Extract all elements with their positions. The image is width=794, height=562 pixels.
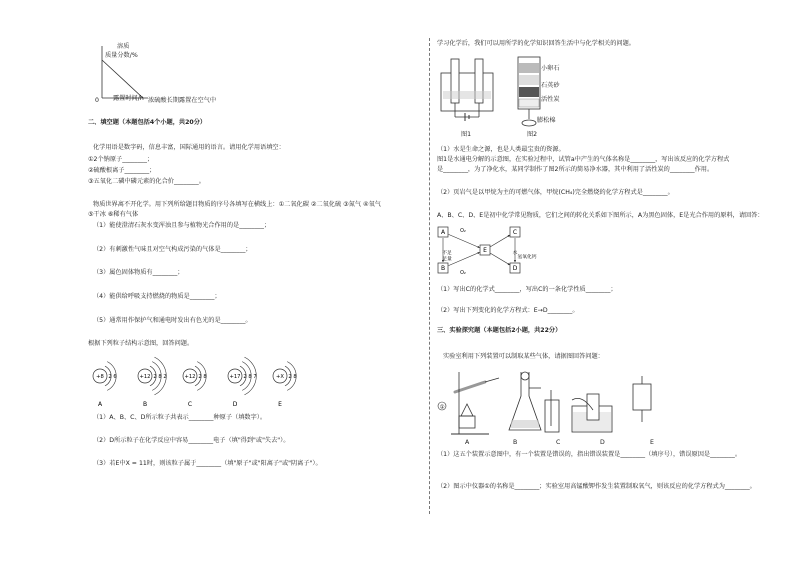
fig1-caption: 图1 xyxy=(461,131,472,138)
node-label: E xyxy=(483,247,487,255)
q3-item-2: （2）D所示粒子在化学反应中容易________电子（填"得到"或"失去"）。 xyxy=(93,437,290,444)
graph-caption: 浓硫酸长期露置在空气中 xyxy=(148,97,217,104)
nucleus-label: +12 xyxy=(184,374,196,380)
filter-label-carbon: 活性炭 xyxy=(541,96,560,103)
q2-item-4: （4）能供给呼吸支持燃烧的物质是________； xyxy=(93,293,221,300)
atom-b xyxy=(138,357,167,408)
q2-item-1: （1）能使澄清石灰水变浑浊且参与植物光合作用的是________； xyxy=(93,222,271,229)
edge-label: 不足 xyxy=(442,251,452,256)
q5-item-1: （1）写出C的化学式________，写出C的一条化学性质________； xyxy=(437,286,617,293)
apparatus-label-d: D xyxy=(600,439,605,446)
edge-label: O₂ xyxy=(460,229,466,234)
atom-letter: D xyxy=(232,401,238,408)
atom-diagrams xyxy=(88,356,328,412)
q2-item-2: （2）有刺激性气味且对空气构成污染的气体是________； xyxy=(93,246,252,253)
shell-electron-count: 2 xyxy=(153,374,157,380)
node-label: C xyxy=(512,229,518,237)
apparatus-label-c: C xyxy=(556,439,561,446)
shell-electron-count: 2 xyxy=(243,374,247,380)
nucleus-label: +8 xyxy=(96,374,104,380)
shell-electron-count: 2 xyxy=(288,374,292,380)
shell-electron-count: 8 xyxy=(203,374,207,380)
edge-BE xyxy=(449,252,480,265)
right-intro: 学习化学后，我们可以用所学的化学知识回答生活中与化学相关的问题。 xyxy=(437,40,635,47)
node-label: A xyxy=(440,229,446,237)
apparatus-label-a: A xyxy=(465,439,470,446)
shell-electron-count: 2 xyxy=(198,374,202,380)
q3-item-3: （3）若E中X = 11时，则该粒子属于________（填"原子"或"阳离子"或"阴离子"）。 xyxy=(93,460,322,467)
edge-AE xyxy=(449,234,480,247)
atom-a xyxy=(93,362,117,408)
shell-electron-count: 8 xyxy=(248,374,252,380)
shell-electron-count: 8 xyxy=(293,374,297,380)
q4-item-1b: 图1是水通电分解的示意图，在实验过程中，试管a中产生的气体名称是________，写出该反应的化学方程式 xyxy=(437,156,730,163)
apparatus-label-e: E xyxy=(650,439,654,446)
q1-item-2: ②硫酸根离子________； xyxy=(88,167,156,174)
atom-letter: E xyxy=(278,401,282,408)
nucleus-label: +17 xyxy=(229,374,241,380)
atom-letter: B xyxy=(142,401,148,408)
nucleus-label: +X xyxy=(276,374,284,380)
shell-electron-count: 2 xyxy=(163,374,167,380)
q2-stem-line2: ⑤干冰 ⑥稀有气体 xyxy=(88,211,139,218)
q4-item-2: （2）页岩气是以甲烷为主的可燃气体，甲烷(CH₄)完全燃烧的化学方程式是________。 xyxy=(437,189,674,196)
q3-stem: 根据下列粒子结构示意图，回答问题。 xyxy=(88,340,194,347)
node-label: D xyxy=(512,265,518,273)
edge-label: O₂ xyxy=(460,271,466,276)
lab-apparatus xyxy=(437,364,667,444)
q6-item-2: （2）图示中仪器①的名称是________；实验室用高锰酸钾作发生装置制取氧气，则该反应的化学方程式为________。 xyxy=(437,483,756,490)
graph-ylabel: 溶质 xyxy=(117,43,130,50)
nucleus-label: +12 xyxy=(139,374,151,380)
graph-ylabel-2: 质量分数/% xyxy=(105,52,138,59)
apparatus-label-b: B xyxy=(513,439,518,446)
atom-letter: C xyxy=(187,401,193,408)
graph-origin: 0 xyxy=(95,97,99,104)
edge-label: 氢氧化钙 xyxy=(517,255,537,260)
section-3-title: 三、实验探究题（本题包括2小题，共22分） xyxy=(437,327,562,334)
q6-item-1: （1）这五个装置示意图中，有一个装置是错误的，指出错误装置是________（填序号），错误原因是________。 xyxy=(437,451,742,458)
q4-item-1c: 是________，为了净化水，某同学制作了图2所示的简易净水器，其中利用了活性炭的________作用。 xyxy=(437,166,714,173)
fig2-caption: 图2 xyxy=(527,131,538,138)
q2-item-5: （5）通常用作保护气和通电时发出有色光的是________。 xyxy=(93,317,252,324)
instrument-1-mark: ① xyxy=(439,404,445,411)
shell-electron-count: 7 xyxy=(253,374,257,380)
edge-label: 水 xyxy=(512,251,518,256)
q2-item-3: （3）属色固体物质有________； xyxy=(93,269,184,276)
q2-stem-line1: 物质世界离不开化学。用下列所给题目物质的序号各填写在横线上：①二氧化碳 ②二氧化硫 ③氮气 ④氧气 xyxy=(93,201,381,208)
atom-e xyxy=(273,362,297,408)
graph-xlabel: 露置时间/h xyxy=(113,95,144,102)
q1-item-3: ③五氧化二磷中磷元素的化合价________。 xyxy=(88,178,205,185)
filter-label-cotton: 膨松棉 xyxy=(537,117,556,124)
shell-electron-count: 6 xyxy=(113,374,117,380)
q5-item-2: （2）写出下列变化的化学方程式：E→D________。 xyxy=(437,307,579,314)
q1-item-1: ①2个钠原子________； xyxy=(88,156,154,163)
edge-EC xyxy=(490,235,510,247)
atom-d xyxy=(228,357,257,408)
conversion-diagram xyxy=(437,224,557,276)
electrolysis-apparatus xyxy=(437,51,497,131)
filter-label-sand: 石英砂 xyxy=(541,82,560,89)
edge-label: 足量 xyxy=(442,257,452,262)
q3-item-1: （1）A、B、C、D所示粒子共表示________种原子（填数字）。 xyxy=(93,414,267,421)
atom-c xyxy=(183,362,207,408)
shell-electron-count: 2 xyxy=(108,374,112,380)
edge-ED xyxy=(490,253,510,265)
filter-label-pebble: 小卵石 xyxy=(541,65,560,72)
column-divider xyxy=(429,38,430,514)
q5-stem: A、B、C、D、E是初中化学常见物质，它们之间的转化关系如下图所示，A为黑色固体，E是光合作用的原料，请回答： xyxy=(437,212,764,219)
q4-item-1: （1）水是生命之源，也是人类最宝贵的资源。 xyxy=(437,146,565,153)
section-2-title: 二、填空题（本题包括4个小题，共20分） xyxy=(88,119,207,126)
q6-stem: 实验室利用下列装置可以制取某些气体，请据图回答问题： xyxy=(443,353,604,360)
atom-letter: A xyxy=(97,401,103,408)
q1-stem: 化学用语是数字码，信息丰富，国际通用的语言。请用化学用语填空： xyxy=(93,144,285,151)
node-label: B xyxy=(440,265,446,273)
shell-electron-count: 8 xyxy=(158,374,162,380)
